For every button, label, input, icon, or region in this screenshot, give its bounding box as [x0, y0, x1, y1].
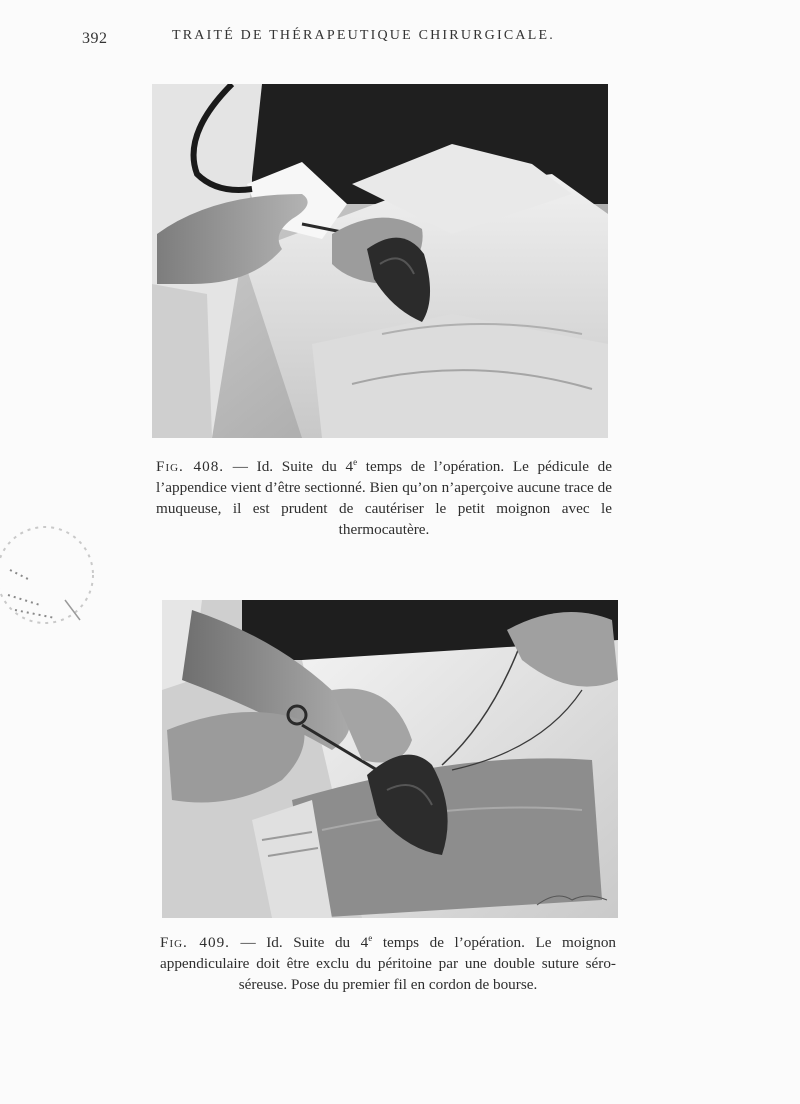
- figure-408-caption-superscript: e: [353, 456, 358, 467]
- figure-409-label: Fig. 409.: [160, 934, 230, 951]
- figure-408-label: Fig. 408.: [156, 458, 225, 475]
- figure-409-caption-text: temps de l’opération. Le moignon appendiculaire doit être exclu du péritoine par une double suture séro-séreuse. Pose du premier fil en cordon de bourse.: [160, 934, 617, 993]
- figure-409-caption-superscript: e: [368, 932, 373, 943]
- figure-408-caption-text: temps de l’opération. Le pédicule de l’appendice vient d’être sectionné. Bien qu’on n’aperçoive aucune trace de muqueuse, il est prudent de cautériser le petit moignon avec le thermocautère.: [156, 458, 613, 538]
- figure-409-caption: [160, 932, 616, 995]
- page-number: 392: [82, 30, 108, 47]
- stamp-bleed-through: [0, 500, 110, 650]
- figure-409-caption-lead: — Id. Suite du 4: [229, 934, 369, 951]
- figure-409-photo: [162, 600, 618, 918]
- figure-408-caption: [156, 456, 612, 540]
- running-title: TRAITÉ DE THÉRAPEUTIQUE CHIRURGICALE.: [172, 28, 555, 43]
- figure-408-caption-lead: — Id. Suite du 4: [224, 458, 354, 475]
- figure-408-photo: [152, 84, 608, 438]
